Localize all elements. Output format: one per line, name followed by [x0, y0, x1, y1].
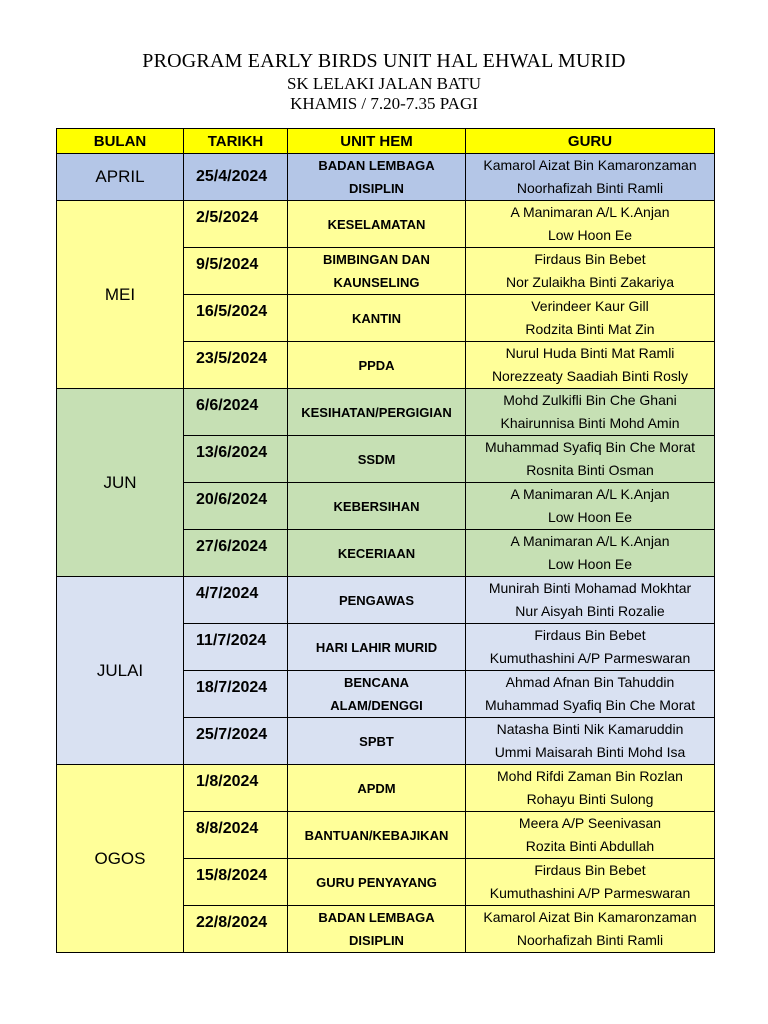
document-title: PROGRAM EARLY BIRDS UNIT HAL EHWAL MURID — [142, 50, 626, 72]
unit-cell — [288, 812, 466, 859]
date-cell: 2/5/2024 — [184, 201, 288, 248]
teacher-cell — [466, 530, 715, 577]
unit-line: HARI LAHIR MURID — [315, 639, 438, 655]
unit-cell — [288, 248, 466, 295]
date-cell: 27/6/2024 — [184, 530, 288, 577]
unit-line: BIMBINGAN DAN — [323, 252, 430, 267]
month-cell: OGOS — [57, 765, 184, 953]
unit-line: BANTUAN/KEBAJIKAN — [304, 827, 449, 843]
month-cell: APRIL — [57, 154, 184, 201]
unit-cell — [288, 295, 466, 342]
date-cell: 23/5/2024 — [184, 342, 288, 389]
date-cell: 9/5/2024 — [184, 248, 288, 295]
teacher-cell — [466, 812, 715, 859]
header-unit-hem: UNIT HEM — [288, 129, 466, 154]
unit-cell — [288, 859, 466, 906]
date-cell: 16/5/2024 — [184, 295, 288, 342]
teacher-name: Nurul Huda Binti Mat Ramli — [505, 345, 675, 361]
month-cell: JUN — [57, 389, 184, 577]
teacher-cell — [466, 201, 715, 248]
teacher-name: Noorhafizah Binti Ramli — [516, 180, 664, 196]
table-row — [57, 201, 715, 248]
unit-line: DISIPLIN — [349, 933, 404, 948]
unit-cell — [288, 154, 466, 201]
teacher-name: Natasha Binti Nik Kamaruddin — [496, 721, 684, 737]
unit-line: KAUNSELING — [333, 275, 420, 290]
unit-line: KECERIAAN — [337, 545, 416, 561]
school-name: SK LELAKI JALAN BATU — [286, 74, 482, 93]
teacher-cell — [466, 248, 715, 295]
teacher-cell — [466, 389, 715, 436]
unit-cell — [288, 577, 466, 624]
teacher-cell — [466, 577, 715, 624]
date-cell: 20/6/2024 — [184, 483, 288, 530]
date-cell: 11/7/2024 — [184, 624, 288, 671]
teacher-name: Kamarol Aizat Bin Kamaronzaman — [483, 909, 697, 925]
teacher-name: Verindeer Kaur Gill — [531, 298, 649, 314]
teacher-cell — [466, 906, 715, 953]
date-cell: 6/6/2024 — [184, 389, 288, 436]
table-header-row — [57, 129, 715, 154]
teacher-name: Kumuthashini A/P Parmeswaran — [489, 650, 691, 666]
unit-cell — [288, 765, 466, 812]
teacher-cell — [466, 624, 715, 671]
teacher-name: Rohayu Binti Sulong — [526, 791, 654, 807]
teacher-name: Meera A/P Seenivasan — [518, 815, 662, 831]
date-cell: 8/8/2024 — [184, 812, 288, 859]
date-cell: 18/7/2024 — [184, 671, 288, 718]
unit-cell — [288, 436, 466, 483]
unit-line: SSDM — [357, 451, 396, 467]
header-bulan: BULAN — [57, 129, 184, 154]
teacher-name: Nor Zulaikha Binti Zakariya — [505, 274, 675, 290]
unit-line: PENGAWAS — [338, 592, 415, 608]
teacher-name: A Manimaran A/L K.Anjan — [510, 486, 670, 502]
teacher-name: Ummi Maisarah Binti Mohd Isa — [494, 744, 686, 760]
table-row — [57, 389, 715, 436]
teacher-cell — [466, 765, 715, 812]
teacher-name: Khairunnisa Binti Mohd Amin — [500, 415, 680, 431]
unit-line: BADAN LEMBAGA — [318, 158, 435, 173]
teacher-name: Munirah Binti Mohamad Mokhtar — [488, 580, 692, 596]
unit-cell — [288, 906, 466, 953]
header-tarikh: TARIKH — [184, 129, 288, 154]
teacher-cell — [466, 295, 715, 342]
unit-cell — [288, 530, 466, 577]
teacher-name: Mohd Rifdi Zaman Bin Rozlan — [497, 768, 683, 784]
table-body — [57, 154, 715, 953]
teacher-name: Muhammad Syafiq Bin Che Morat — [484, 439, 696, 455]
teacher-name: Rozita Binti Abdullah — [525, 838, 655, 854]
header-guru: GURU — [466, 129, 715, 154]
unit-cell — [288, 483, 466, 530]
date-cell: 25/7/2024 — [184, 718, 288, 765]
teacher-name: Firdaus Bin Bebet — [534, 862, 646, 878]
month-cell: MEI — [57, 201, 184, 389]
unit-line: KESIHATAN/PERGIGIAN — [301, 404, 452, 420]
unit-line: PPDA — [358, 357, 395, 373]
unit-cell — [288, 624, 466, 671]
teacher-cell — [466, 671, 715, 718]
teacher-name: Kumuthashini A/P Parmeswaran — [489, 885, 691, 901]
unit-line: ALAM/DENGGI — [330, 698, 423, 713]
teacher-name: Low Hoon Ee — [547, 509, 633, 525]
teacher-name: Noorhafizah Binti Ramli — [516, 932, 664, 948]
teacher-name: Rodzita Binti Mat Zin — [525, 321, 655, 337]
teacher-name: Muhammad Syafiq Bin Che Morat — [484, 697, 696, 713]
schedule-table — [56, 128, 715, 953]
unit-line: KESELAMATAN — [327, 216, 426, 232]
unit-line: GURU PENYAYANG — [316, 874, 437, 890]
teacher-name: Nur Aisyah Binti Rozalie — [515, 603, 665, 619]
teacher-name: Norezzeaty Saadiah Binti Rosly — [491, 368, 689, 384]
date-cell: 13/6/2024 — [184, 436, 288, 483]
table-row — [57, 765, 715, 812]
teacher-name: Firdaus Bin Bebet — [534, 627, 646, 643]
teacher-name: Low Hoon Ee — [547, 556, 633, 572]
unit-line: SPBT — [359, 733, 394, 749]
teacher-cell — [466, 436, 715, 483]
teacher-cell — [466, 154, 715, 201]
teacher-name: Rosnita Binti Osman — [526, 462, 654, 478]
unit-cell — [288, 389, 466, 436]
teacher-name: Mohd Zulkifli Bin Che Ghani — [503, 392, 677, 408]
table-row — [57, 154, 715, 201]
teacher-name: A Manimaran A/L K.Anjan — [510, 204, 670, 220]
schedule-time: KHAMIS / 7.20-7.35 PAGI — [290, 94, 478, 113]
teacher-name: Firdaus Bin Bebet — [534, 251, 646, 267]
teacher-cell — [466, 342, 715, 389]
teacher-name: Ahmad Afnan Bin Tahuddin — [505, 674, 675, 690]
teacher-cell — [466, 859, 715, 906]
unit-cell — [288, 718, 466, 765]
table-row — [57, 577, 715, 624]
date-cell: 4/7/2024 — [184, 577, 288, 624]
teacher-name: Kamarol Aizat Bin Kamaronzaman — [483, 157, 697, 173]
date-cell: 22/8/2024 — [184, 906, 288, 953]
teacher-cell — [466, 483, 715, 530]
teacher-cell — [466, 718, 715, 765]
date-cell: 1/8/2024 — [184, 765, 288, 812]
unit-cell — [288, 201, 466, 248]
date-cell: 15/8/2024 — [184, 859, 288, 906]
unit-line: KEBERSIHAN — [333, 498, 420, 514]
unit-cell — [288, 342, 466, 389]
unit-line: KANTIN — [351, 310, 402, 326]
unit-line: DISIPLIN — [349, 181, 404, 196]
unit-cell — [288, 671, 466, 718]
unit-line: BENCANA — [344, 675, 409, 690]
unit-line: BADAN LEMBAGA — [318, 910, 435, 925]
date-cell: 25/4/2024 — [184, 154, 288, 201]
teacher-name: A Manimaran A/L K.Anjan — [510, 533, 670, 549]
teacher-name: Low Hoon Ee — [547, 227, 633, 243]
unit-line: APDM — [357, 780, 396, 796]
month-cell: JULAI — [57, 577, 184, 765]
